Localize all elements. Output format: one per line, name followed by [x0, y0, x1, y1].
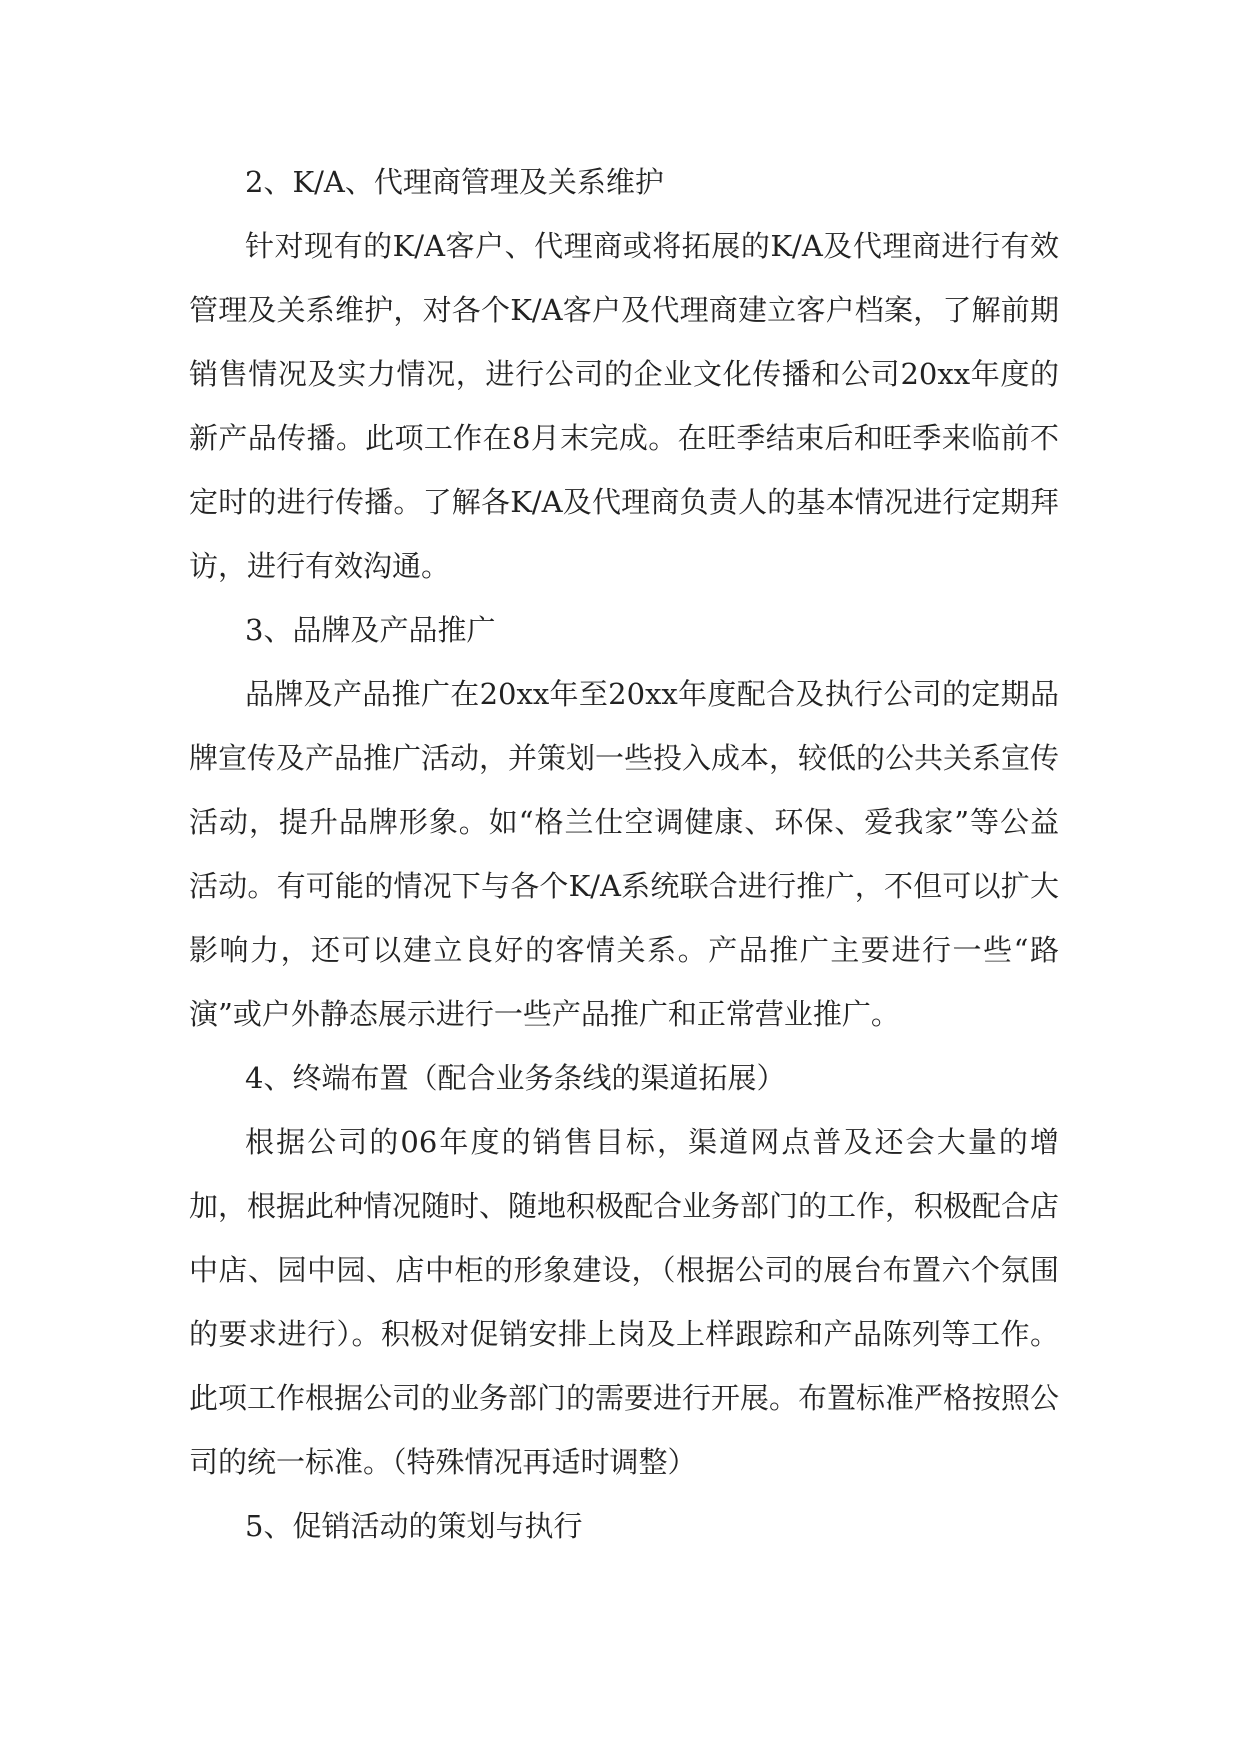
section-heading-terminal-layout: 4、终端布置（配合业务条线的渠道拓展）	[245, 1061, 786, 1095]
section-heading-brand-promotion: 3、品牌及产品推广	[245, 613, 496, 647]
section-heading-promotion-planning: 5、促销活动的策划与执行	[245, 1509, 583, 1543]
document-body	[189, 150, 1059, 1558]
section-paragraph-brand-promotion: 品牌及产品推广在20xx年至20xx年度配合及执行公司的定期品牌宣传及产品推广活动，并策划一些投入成本，较低的公共关系宣传活动，提升品牌形象。如“格兰仕空调健康、环保、爱我家”等公益活动。有可能的情况下与各个K/A系统联合进行推广，不但可以扩大影响力，还可以建立良好的客情关系。产品推广主要进行一些“路演”或户外静态展示进行一些产品推广和正常营业推广。	[189, 677, 1060, 1031]
section-paragraph-ka-management: 针对现有的K/A客户、代理商或将拓展的K/A及代理商进行有效管理及关系维护，对各个K/A客户及代理商建立客户档案，了解前期销售情况及实力情况，进行公司的企业文化传播和公司20xx年度的新产品传播。此项工作在8月末完成。在旺季结束后和旺季来临前不定时的进行传播。了解各K/A及代理商负责人的基本情况进行定期拜访，进行有效沟通。	[189, 229, 1059, 583]
section-heading-ka-management: 2、K/A、代理商管理及关系维护	[245, 165, 664, 199]
section-paragraph-terminal-layout: 根据公司的06年度的销售目标，渠道网点普及还会大量的增加，根据此种情况随时、随地积极配合业务部门的工作，积极配合店中店、园中园、店中柜的形象建设，（根据公司的展台布置六个氛围的要求进行）。积极对促销安排上岗及上样跟踪和产品陈列等工作。此项工作根据公司的业务部门的需要进行开展。布置标准严格按照公司的统一标准。（特殊情况再适时调整）	[189, 1125, 1060, 1479]
